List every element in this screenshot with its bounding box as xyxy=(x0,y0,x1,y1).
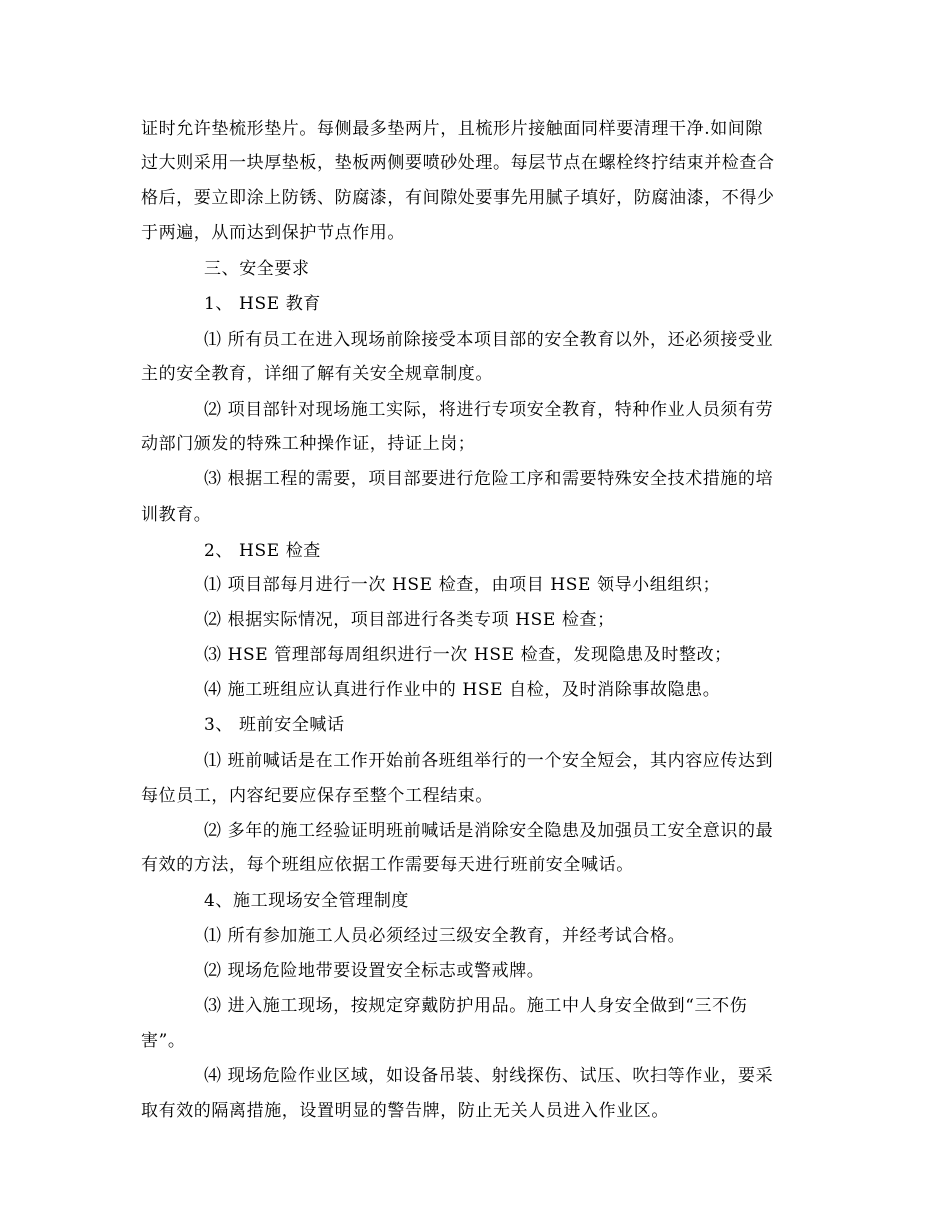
list-item: ⑴ 项目部每月进行一次 HSE 检查，由项目 HSE 领导小组组织； xyxy=(204,575,721,595)
body-line: 于两遍，从而达到保护节点作用。 xyxy=(141,223,405,243)
body-line: 训教育。 xyxy=(141,505,212,525)
list-item: ⑵ 项目部针对现场施工实际，将进行专项安全教育，特种作业人员须有劳 xyxy=(204,400,774,420)
body-line: 害”。 xyxy=(141,1031,186,1051)
body-line: 过大则采用一块厚垫板，垫板两侧要喷砂处理。每层节点在螺栓终拧结束并检查合 xyxy=(141,153,775,173)
list-item: ⑷ 施工班组应认真进行作业中的 HSE 自检，及时消除事故隐患。 xyxy=(204,680,721,700)
subsection-heading: 1、 HSE 教育 xyxy=(204,294,321,314)
body-line: 每位员工，内容纪要应保存至整个工程结束。 xyxy=(141,786,493,806)
list-item: ⑴ 所有员工在进入现场前除接受本项目部的安全教育以外，还必须接受业 xyxy=(204,330,774,350)
list-item: ⑶ 进入施工现场，按规定穿戴防护用品。施工中人身安全做到“三不伤 xyxy=(204,996,748,1016)
body-line: 主的安全教育，详细了解有关安全规章制度。 xyxy=(141,364,493,384)
list-item: ⑵ 根据实际情况，项目部进行各类专项 HSE 检查； xyxy=(204,610,615,630)
subsection-heading: 3、 班前安全喊话 xyxy=(204,715,345,735)
body-line: 取有效的隔离措施，设置明显的警告牌，防止无关人员进入作业区。 xyxy=(141,1101,669,1121)
body-line: 格后，要立即涂上防锈、防腐漆，有间隙处要事先用腻子填好，防腐油漆，不得少 xyxy=(141,188,775,208)
list-item: ⑷ 现场危险作业区域，如设备吊装、射线探伤、试压、吹扫等作业，要采 xyxy=(204,1066,774,1086)
subsection-heading: 4、施工现场安全管理制度 xyxy=(204,891,410,911)
body-line: 动部门颁发的特殊工种操作证，持证上岗； xyxy=(141,434,476,454)
list-item: ⑴ 班前喊话是在工作开始前各班组举行的一个安全短会，其内容应传达到 xyxy=(204,751,774,771)
section-heading: 三、安全要求 xyxy=(204,259,310,279)
list-item: ⑵ 多年的施工经验证明班前喊话是消除安全隐患及加强员工安全意识的最 xyxy=(204,821,774,841)
list-item: ⑶ HSE 管理部每周组织进行一次 HSE 检查，发现隐患及时整改； xyxy=(204,645,732,665)
body-line: 有效的方法，每个班组应依据工作需要每天进行班前安全喊话。 xyxy=(141,855,634,875)
subsection-heading: 2、 HSE 检查 xyxy=(204,541,321,561)
list-item: ⑴ 所有参加施工人员必须经过三级安全教育，并经考试合格。 xyxy=(204,926,686,946)
list-item: ⑶ 根据工程的需要，项目部要进行危险工序和需要特殊安全技术措施的培 xyxy=(204,469,774,489)
body-line: 证时允许垫梳形垫片。每侧最多垫两片，且梳形片接触面同样要清理干净.如间隙 xyxy=(141,119,764,139)
list-item: ⑵ 现场危险地带要设置安全标志或警戒牌。 xyxy=(204,961,545,981)
